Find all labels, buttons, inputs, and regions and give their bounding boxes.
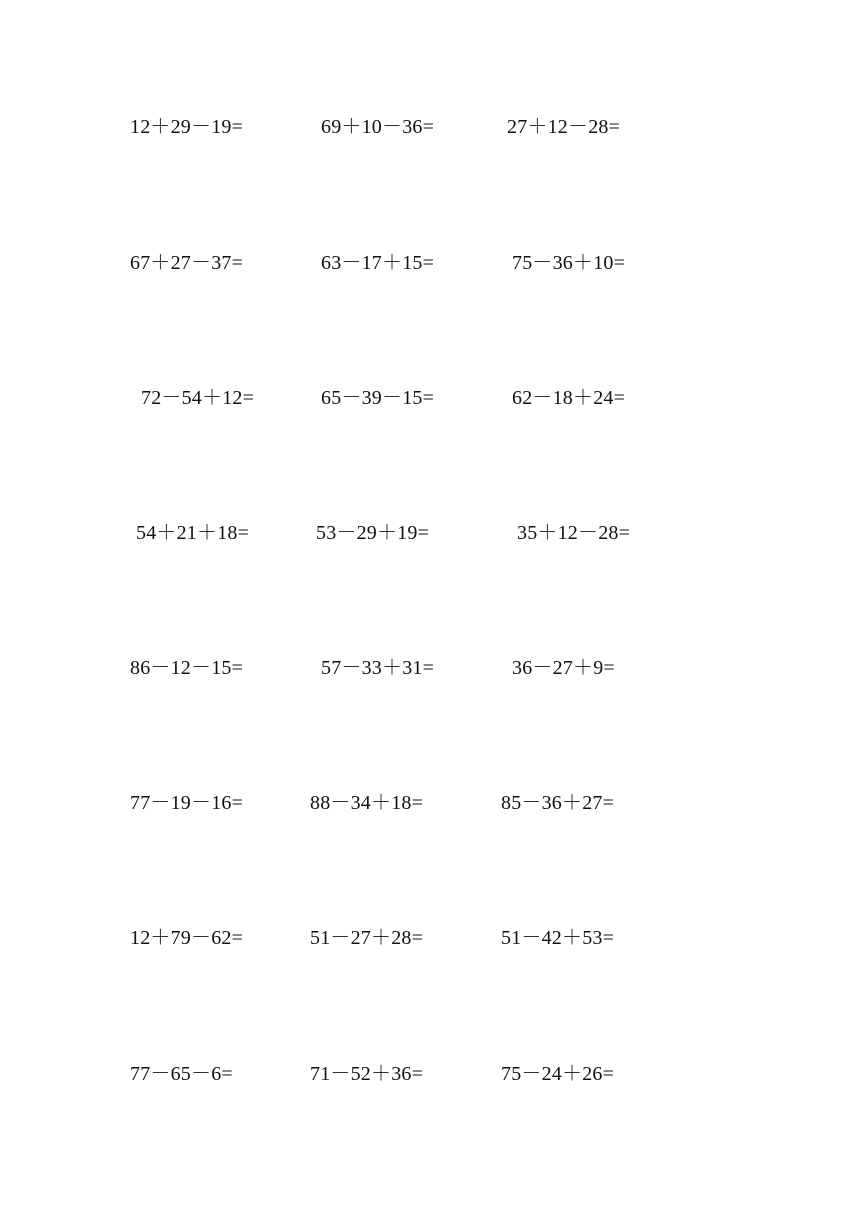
- problem-8-1: 77－65－6=: [130, 1063, 233, 1085]
- problem-2-3: 75－36＋10=: [512, 252, 626, 274]
- problem-row-5: [0, 653, 860, 683]
- problem-row-1: [0, 112, 860, 142]
- problem-4-2: 53－29＋19=: [316, 522, 430, 544]
- problem-3-2: 65－39－15=: [321, 387, 435, 409]
- problem-7-3: 51－42＋53=: [501, 927, 615, 949]
- problem-8-3: 75－24＋26=: [501, 1063, 615, 1085]
- problem-1-1: 12＋29－19=: [130, 116, 244, 138]
- problem-row-6: [0, 788, 860, 818]
- problem-2-1: 67＋27－37=: [130, 252, 244, 274]
- problem-1-3: 27＋12－28=: [507, 116, 621, 138]
- problem-5-3: 36－27＋9=: [512, 657, 615, 679]
- problem-4-1: 54＋21＋18=: [136, 522, 250, 544]
- problem-7-1: 12＋79－62=: [130, 927, 244, 949]
- problem-row-8: [0, 1059, 860, 1089]
- problem-6-2: 88－34＋18=: [310, 792, 424, 814]
- problem-row-4: [0, 518, 860, 548]
- problem-4-3: 35＋12－28=: [517, 522, 631, 544]
- problem-1-2: 69＋10－36=: [321, 116, 435, 138]
- problem-2-2: 63－17＋15=: [321, 252, 435, 274]
- problem-7-2: 51－27＋28=: [310, 927, 424, 949]
- problem-row-7: [0, 923, 860, 953]
- problem-6-1: 77－19－16=: [130, 792, 244, 814]
- problem-row-2: [0, 248, 860, 278]
- problem-6-3: 85－36＋27=: [501, 792, 615, 814]
- problem-3-3: 62－18＋24=: [512, 387, 626, 409]
- problem-8-2: 71－52＋36=: [310, 1063, 424, 1085]
- problem-3-1: 72－54＋12=: [141, 387, 255, 409]
- problem-5-2: 57－33＋31=: [321, 657, 435, 679]
- problem-5-1: 86－12－15=: [130, 657, 244, 679]
- problem-row-3: [0, 383, 860, 413]
